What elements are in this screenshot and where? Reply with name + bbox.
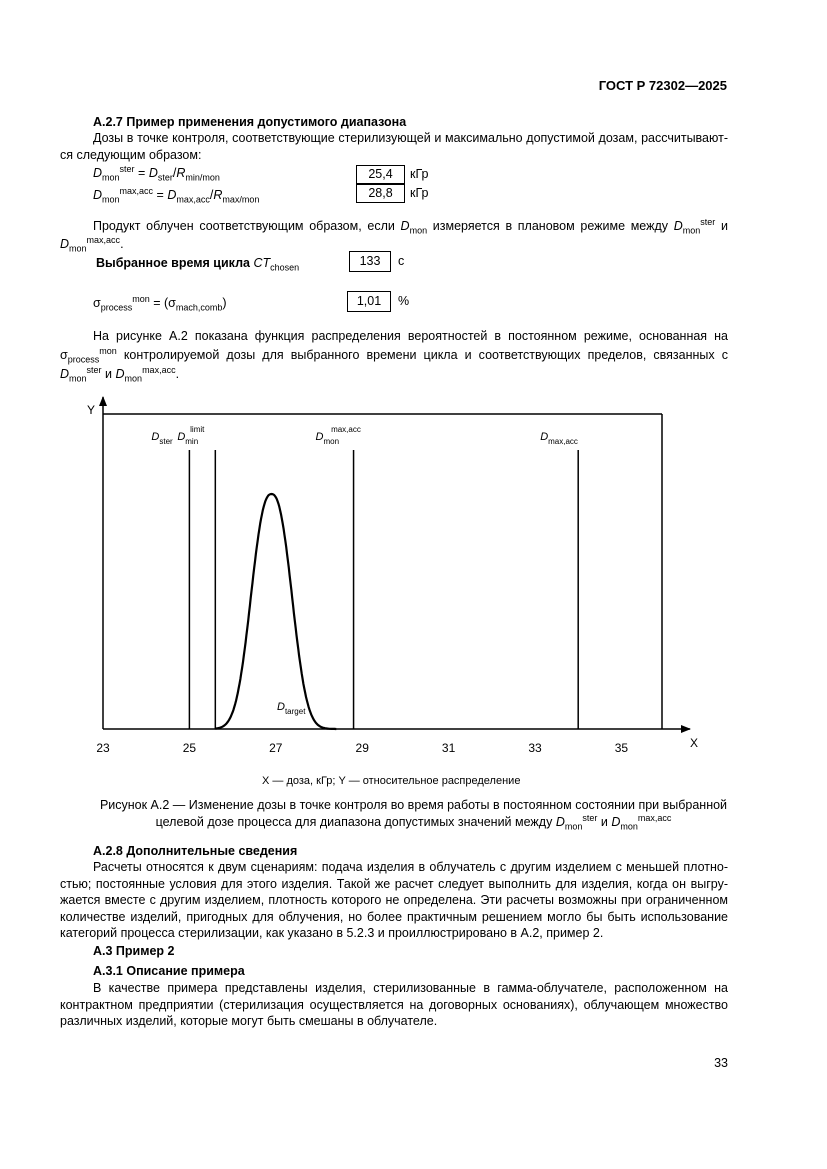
cycle-time-label: Выбранное время цикла $CT_{chosen}$ [96,256,300,273]
section-a28-title: А.2.8 Дополнительные сведения [93,844,298,858]
sigma-unit: % [398,294,410,308]
section-a27-intro: Дозы в точке контроля, соответствующие стерилизующей и максимально допустимой дозам, рассчитывают-ся следующим образом: [60,131,728,162]
section-a31-text: В качестве примера представлены изделия, стерилизованные в гамма-облучателе, расположенном на контрактном предприятии (стерилизация осуществляется на договорных основаниях), облучающем множество различных изделий, которые могут быть смешаны в облучателе. [60,981,728,1028]
x-tick-label-31: 31 [441,741,456,755]
formula-2-value: 28,8 [356,184,405,203]
cycle-time-value: 133 [349,251,391,272]
x-tick-label-35: 35 [614,741,629,755]
x-tick-label-33: 33 [528,741,542,755]
section-a27-product-text: Продукт облучен соответствующим образом, если $D_{mon}$ измеряется в плановом режиме между $D_{mon}^{ster}$ и $D_{mon}^{max,acc}$. [60,216,728,254]
sigma-formula: $\sigma_{process}^{mon} = (\sigma_{mach,comb})$ [93,293,227,313]
formula-1-unit: кГр [410,167,429,181]
distribution-curve [215,494,336,729]
sigma-value: 1,01 [347,291,391,312]
vline-label-d-min-limit: $D_{min}limit$ [177,425,205,446]
page-number: 33 [714,1056,728,1070]
formula-2: $D_{mon}^{max,acc} = D_{max,acc}/R_{max/mon}$ [93,185,260,205]
formula-1-value: 25,4 [356,165,405,184]
formula-2-unit: кГр [410,186,429,200]
x-tick-label-27: 27 [269,741,283,755]
vline-label-d-ster: $D_{ster}$ [151,431,173,446]
x-tick-label-25: 25 [182,741,197,755]
x-axis-label: X [690,736,699,750]
section-a31-title: А.3.1 Описание примера [93,964,245,978]
vline-label-d-max-acc: $D_{max,acc}$ [540,431,578,446]
section-a27-title: А.2.7 Пример применения допустимого диапазона [93,115,407,129]
section-a28-text: Расчеты относятся к двум сценариям: подача изделия в облучатель с другим изделием с меньшей плотно-стью; постоянные условия для этого изделия. Такой же расчет следует выполнить для изделия, когда он выгру-жается вместе с другим изделием, плотность которого не определена. Эти расчеты возможны при ограниченном количестве изделий, пригодных для облучения, но более практичным решением могло бы быть использование категорий процесса стерилизации, как указано в 5.2.3 и проиллюстрировано в А.2, пример 2. [60,860,728,940]
x-tick-label-23: 23 [96,741,110,755]
vline-label-d-mon-max-acc: $D_{mon}\max,acc$ [315,425,361,446]
peak-label-d-target: $D_{target}$ [277,701,306,716]
chart-legend: X — доза, кГр; Y — относительное распределение [262,775,521,787]
formula-1: $D_{mon}^{ster} = D_{ster}/R_{min/mon}$ [93,163,220,183]
cycle-time-unit: с [398,254,405,268]
document-id: ГОСТ Р 72302—2025 [598,78,727,93]
y-axis-label: Y [87,403,96,417]
section-a3-title: А.3 Пример 2 [93,944,175,958]
x-tick-label-29: 29 [355,741,369,755]
figure-caption: Рисунок А.2 — Изменение дозы в точке контроля во время работы в постоянном состоянии при выбранной целевой дозе процесса для диапазона допустимых значений между $D_{mon}^{ster}$ и $D_{mon}^{max,acc}$ [99,798,728,831]
figure-reference-text: На рисунке А.2 показана функция распределения вероятностей в постоянном режиме, основанная на $\sigma_{process}^{mon}$ контролируемой дозы для выбранного времени цикла и соответствующих пределов, связанных с $D_{mon}^{ster}$ и $D_{mon}^{max,acc}$. [60,329,728,384]
